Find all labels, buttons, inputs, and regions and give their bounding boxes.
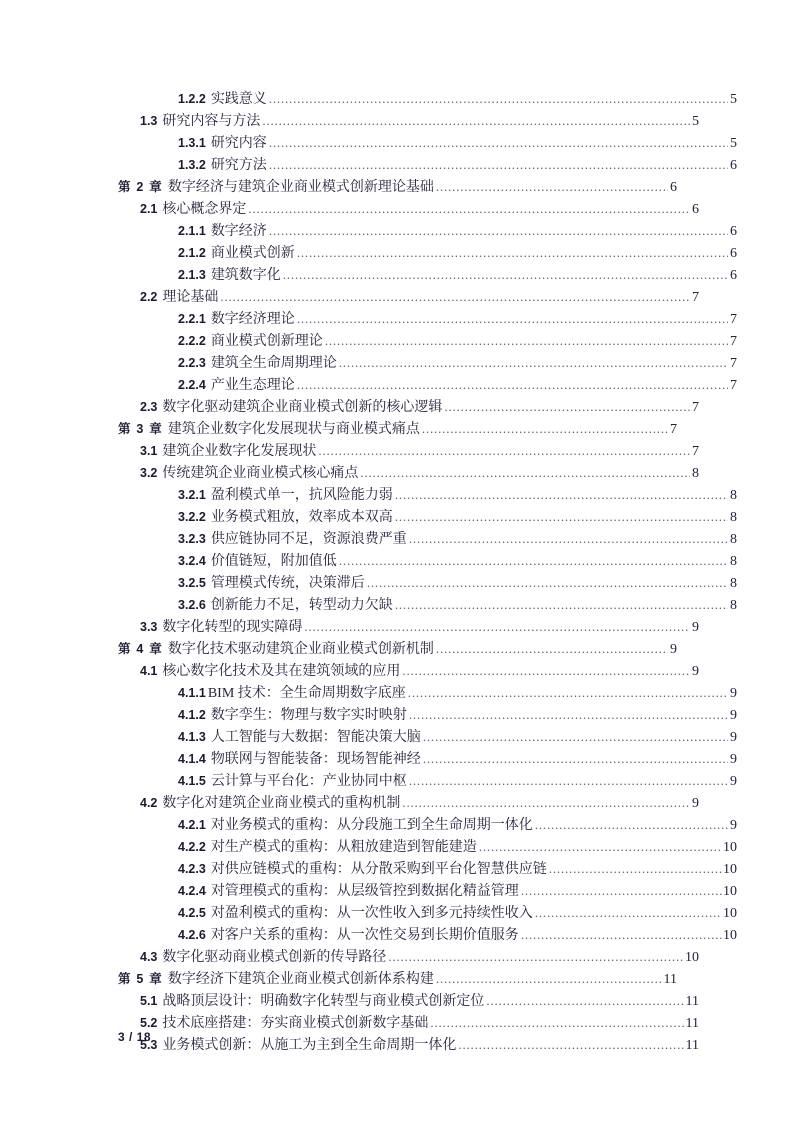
toc-entry[interactable] [118,352,737,374]
toc-dot-leader [402,796,690,810]
toc-entry-number: 1.2.2 [178,92,206,106]
toc-entry-number: 4.1.5 [178,774,206,788]
toc-entry-title: 数字化技术驱动建筑企业商业模式创新机制 [167,642,434,657]
toc-dot-leader [436,180,668,194]
toc-entry-title: 对供应链模式的重构：从分散采购到平台化智慧供应链 [210,862,547,877]
toc-dot-leader [521,928,722,942]
toc-entry-title: 建筑数字化 [210,268,281,283]
toc-entry-page-number: 11 [663,972,677,987]
toc-dot-leader [325,334,728,348]
toc-entry-page-number: 7 [692,444,699,459]
toc-entry-page-number: 8 [730,598,737,613]
toc-entry-page-number: 7 [692,400,699,415]
toc-entry-number: 3.2.2 [178,510,206,524]
toc-entry-number: 2.3 [140,400,158,414]
toc-entry-number: 第 4 章 [118,642,163,656]
toc-entry-title: 供应链协同不足，资源浪费严重 [210,532,407,547]
toc-entry-number: 4.1.4 [178,752,206,766]
toc-entry-title: 核心概念界定 [162,202,247,217]
toc-entry-number: 4.2.4 [178,884,206,898]
toc-entry-number: 2.1.2 [178,246,206,260]
toc-entry[interactable] [118,1012,699,1034]
toc-entry[interactable] [118,198,699,220]
toc-entry-number: 3.1 [140,444,158,458]
toc-entry-number: 4.2.6 [178,928,206,942]
toc-entry-title: 理论基础 [162,290,219,305]
toc-entry-page-number: 5 [730,136,737,151]
toc-entry[interactable] [118,858,737,880]
toc-dot-leader [269,158,728,172]
toc-entry-number: 4.1 [140,664,158,678]
toc-entry-page-number: 11 [685,1016,699,1031]
toc-entry-number: 4.2.1 [178,818,206,832]
toc-entry-number: 4.2 [140,796,158,810]
toc-entry-page-number: 10 [723,906,737,921]
toc-entry-page-number: 7 [730,312,737,327]
toc-entry-page-number: 9 [730,708,737,723]
toc-entry-number: 3.2.6 [178,598,206,612]
toc-entry[interactable] [118,308,737,330]
toc-entry-number: 第 2 章 [118,180,163,194]
toc-entry-page-number: 7 [730,378,737,393]
toc-entry[interactable] [118,550,737,572]
toc-entry-number: 第 3 章 [118,422,163,436]
toc-entry-title: 研究内容与方法 [162,114,261,129]
toc-dot-leader [269,92,728,106]
toc-entry-number: 5.3 [140,1038,158,1052]
toc-entry-title: 数字经济与建筑企业商业模式创新理论基础 [167,180,434,195]
toc-entry-page-number: 7 [692,290,699,305]
toc-entry-title: 技术底座搭建：夯实商业模式创新数字基础 [162,1016,429,1031]
toc-dot-leader [408,686,728,700]
toc-entry[interactable] [118,440,699,462]
toc-entry-title: 建筑企业数字化发展现状 [162,444,317,459]
toc-entry-number: 2.1.3 [178,268,206,282]
toc-entry[interactable] [118,968,677,990]
toc-entry[interactable] [118,1034,699,1056]
toc-dot-leader [422,422,668,436]
toc-entry-number: 2.2.3 [178,356,206,370]
toc-dot-leader [269,224,728,238]
toc-entry-title: 核心数字化技术及其在建筑领域的应用 [162,664,401,679]
toc-entry-page-number: 10 [723,862,737,877]
toc-entry-title: 战略顶层设计：明确数字化转型与商业模式创新定位 [162,994,485,1009]
toc-entry-number: 2.1 [140,202,158,216]
toc-dot-leader [409,708,728,722]
toc-dot-leader [388,950,684,964]
toc-entry[interactable] [118,924,737,946]
toc-entry-title: 产业生态理论 [210,378,295,393]
toc-entry-title: 对管理模式的重构：从层级管控到数据化精益管理 [210,884,519,899]
toc-entry-title: 对客户关系的重构：从一次性交易到长期价值服务 [210,928,519,943]
page-number-footer: 3 / 18 [118,1030,152,1044]
toc-entry-title: 实践意义 [210,92,267,107]
toc-entry[interactable] [118,946,699,968]
toc-dot-leader [486,994,684,1008]
toc-entry-title: 数字化对建筑企业商业模式的重构机制 [162,796,401,811]
toc-entry-page-number: 9 [730,686,737,701]
toc-entry-page-number: 9 [730,752,737,767]
toc-entry-number: 1.3.1 [178,136,206,150]
toc-entry-number: 3.2.4 [178,554,206,568]
toc-entry-number: 3.2.5 [178,576,206,590]
toc-entry-number: 5.1 [140,994,158,1008]
toc-entry-title: 业务模式粗放，效率成本双高 [210,510,393,525]
toc-entry-title: 商业模式创新 [210,246,295,261]
toc-entry-page-number: 10 [723,928,737,943]
toc-entry-page-number: 5 [730,92,737,107]
toc-dot-leader [436,642,668,656]
toc-entry[interactable] [118,396,699,418]
toc-entry-page-number: 6 [670,180,677,195]
toc-dot-leader [409,532,728,546]
table-of-contents [118,88,737,1056]
toc-entry-number: 4.2.2 [178,840,206,854]
toc-entry-number: 第 5 章 [118,972,163,986]
toc-entry-page-number: 9 [730,730,737,745]
toc-entry[interactable] [118,726,737,748]
toc-entry[interactable] [118,220,737,242]
toc-entry-page-number: 9 [730,774,737,789]
toc-entry-title: 物联网与智能装备：现场智能神经 [210,752,421,767]
toc-entry-title: 数字化转型的现实障碍 [162,620,303,635]
toc-entry[interactable] [118,704,737,726]
toc-entry[interactable] [118,880,737,902]
toc-entry[interactable] [118,242,737,264]
toc-entry-number: 4.1.2 [178,708,206,722]
toc-entry-title: 人工智能与大数据：智能决策大脑 [210,730,421,745]
toc-entry-page-number: 8 [730,510,737,525]
toc-entry[interactable] [118,110,699,132]
toc-entry-page-number: 6 [730,224,737,239]
toc-entry-page-number: 8 [692,466,699,481]
toc-dot-leader [367,576,728,590]
toc-entry-page-number: 11 [685,1038,699,1053]
toc-entry-page-number: 9 [692,664,699,679]
toc-entry[interactable] [118,682,737,704]
toc-entry-title: 云计算与平台化：产业协同中枢 [210,774,407,789]
toc-entry[interactable] [118,176,677,198]
toc-entry-title: BIM 技术：全生命周期数字底座 [207,686,406,701]
toc-entry-title: 数字化驱动商业模式创新的传导路径 [162,950,387,965]
toc-entry-page-number: 8 [730,554,737,569]
toc-entry[interactable] [118,638,677,660]
toc-dot-leader [297,378,728,392]
toc-entry-number: 3.2.3 [178,532,206,546]
toc-dot-leader [220,290,690,304]
toc-entry[interactable] [118,88,737,110]
toc-dot-leader [262,114,690,128]
toc-dot-leader [248,202,690,216]
toc-entry-number: 1.3.2 [178,158,206,172]
toc-entry[interactable] [118,264,737,286]
toc-entry-title: 业务模式创新：从施工为主到全生命周期一体化 [162,1038,457,1053]
toc-entry-number: 1.3 [140,114,158,128]
toc-dot-leader [549,862,722,876]
toc-entry[interactable] [118,418,677,440]
toc-entry[interactable] [118,462,699,484]
toc-entry-title: 研究方法 [210,158,267,173]
toc-entry-number: 4.1.1 [178,686,206,700]
toc-entry[interactable] [118,506,737,528]
toc-entry-page-number: 11 [685,994,699,1009]
toc-dot-leader [479,840,722,854]
toc-dot-leader [521,884,722,898]
toc-entry-title: 数字经济 [210,224,267,239]
toc-dot-leader [283,268,728,282]
toc-entry-title: 管理模式传统，决策滞后 [210,576,365,591]
toc-entry-page-number: 7 [670,422,677,437]
toc-entry-number: 4.2.5 [178,906,206,920]
toc-entry-title: 创新能力不足，转型动力欠缺 [210,598,393,613]
toc-dot-leader [535,906,722,920]
toc-entry[interactable] [118,770,737,792]
toc-entry-title: 建筑全生命周期理论 [210,356,337,371]
toc-entry-number: 3.2.1 [178,488,206,502]
toc-dot-leader [535,818,728,832]
toc-dot-leader [339,554,728,568]
toc-entry-number: 3.2 [140,466,158,480]
toc-dot-leader [269,136,728,150]
toc-entry-number: 2.2 [140,290,158,304]
toc-entry[interactable] [118,990,699,1012]
toc-entry[interactable] [118,616,699,638]
toc-entry[interactable] [118,792,699,814]
toc-entry-title: 数字经济理论 [210,312,295,327]
toc-dot-leader [297,312,728,326]
toc-entry-number: 2.1.1 [178,224,206,238]
toc-entry[interactable] [118,330,737,352]
toc-entry-page-number: 6 [730,268,737,283]
toc-entry-title: 传统建筑企业商业模式核心痛点 [162,466,359,481]
toc-dot-leader [318,444,690,458]
toc-entry-title: 建筑企业数字化发展现状与商业模式痛点 [167,422,420,437]
toc-dot-leader [395,598,728,612]
toc-entry-page-number: 6 [692,202,699,217]
toc-entry[interactable] [118,132,737,154]
toc-entry-number: 2.2.4 [178,378,206,392]
toc-entry[interactable] [118,154,737,176]
toc-entry-page-number: 9 [692,796,699,811]
toc-dot-leader [409,774,728,788]
toc-entry[interactable] [118,572,737,594]
toc-entry[interactable] [118,594,737,616]
toc-dot-leader [339,356,728,370]
toc-entry-page-number: 8 [730,488,737,503]
toc-dot-leader [423,730,728,744]
toc-entry-page-number: 9 [670,642,677,657]
toc-entry[interactable] [118,748,737,770]
toc-entry[interactable] [118,528,737,550]
toc-entry-page-number: 10 [723,840,737,855]
toc-dot-leader [360,466,690,480]
toc-entry-title: 研究内容 [210,136,267,151]
toc-entry-title: 价值链短，附加值低 [210,554,337,569]
toc-entry[interactable] [118,484,737,506]
toc-entry-number: 4.3 [140,950,158,964]
toc-entry-page-number: 9 [692,620,699,635]
toc-dot-leader [444,400,690,414]
toc-entry-page-number: 8 [730,576,737,591]
toc-entry[interactable] [118,660,699,682]
toc-entry[interactable] [118,374,737,396]
toc-entry-title: 数字经济下建筑企业商业模式创新体系构建 [167,972,434,987]
toc-entry-title: 盈利模式单一，抗风险能力弱 [210,488,393,503]
toc-entry-page-number: 6 [730,158,737,173]
toc-dot-leader [395,488,728,502]
toc-entry-number: 4.1.3 [178,730,206,744]
toc-entry-number: 2.2.1 [178,312,206,326]
toc-dot-leader [402,664,690,678]
toc-entry-page-number: 8 [730,532,737,547]
toc-entry-page-number: 10 [723,884,737,899]
toc-dot-leader [458,1038,684,1052]
toc-entry[interactable] [118,902,737,924]
toc-entry-number: 2.2.2 [178,334,206,348]
toc-dot-leader [436,972,663,986]
toc-entry[interactable] [118,286,699,308]
toc-dot-leader [395,510,728,524]
toc-entry-title: 对业务模式的重构：从分段施工到全生命周期一体化 [210,818,533,833]
toc-entry-title: 数字化驱动建筑企业商业模式创新的核心逻辑 [162,400,443,415]
toc-entry-title: 数字孪生：物理与数字实时映射 [210,708,407,723]
toc-entry-page-number: 6 [730,246,737,261]
toc-entry-title: 对生产模式的重构：从粗放建造到智能建造 [210,840,477,855]
toc-dot-leader [430,1016,684,1030]
toc-dot-leader [423,752,728,766]
toc-entry[interactable] [118,814,737,836]
toc-entry-number: 5.2 [140,1016,158,1030]
toc-entry-title: 对盈利模式的重构：从一次性收入到多元持续性收入 [210,906,533,921]
toc-entry-page-number: 10 [685,950,699,965]
toc-entry-page-number: 7 [730,356,737,371]
toc-entry-page-number: 5 [692,114,699,129]
toc-entry-number: 3.3 [140,620,158,634]
toc-entry-title: 商业模式创新理论 [210,334,323,349]
toc-dot-leader [297,246,728,260]
toc-dot-leader [304,620,690,634]
toc-entry-number: 4.2.3 [178,862,206,876]
toc-entry-page-number: 7 [730,334,737,349]
toc-entry[interactable] [118,836,737,858]
toc-entry-page-number: 9 [730,818,737,833]
